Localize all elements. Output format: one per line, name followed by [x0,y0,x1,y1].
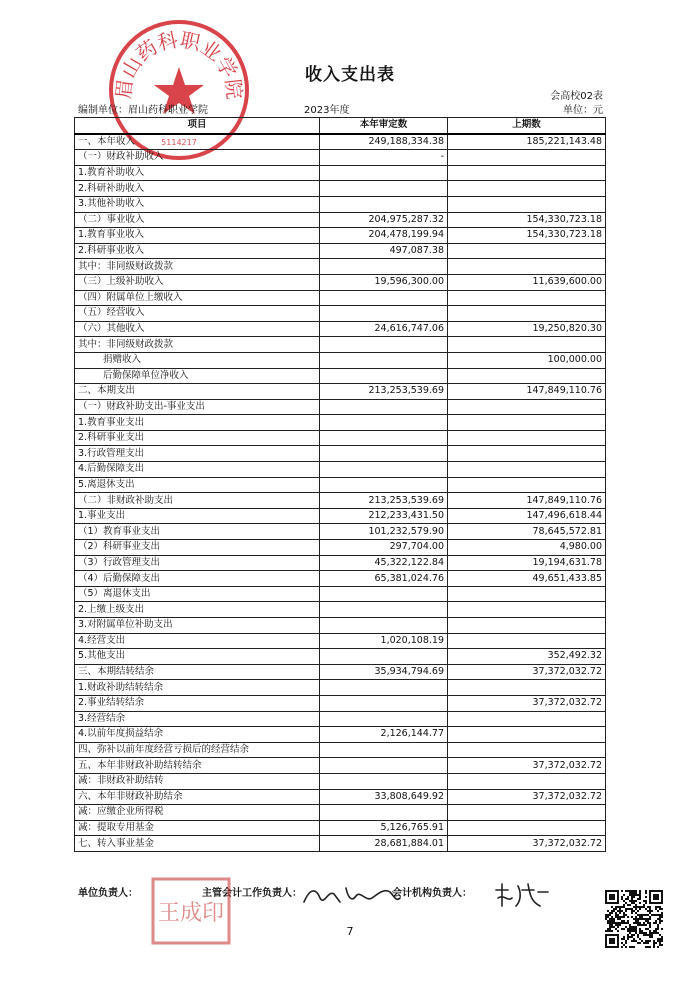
accounting-org-head-label: 会计机构负责人： [392,888,472,899]
row-current-amount [320,680,448,696]
column-header-item: 项目 [75,118,320,134]
table-row [75,399,606,415]
row-current-amount [320,181,448,197]
row-current-amount: 204,975,287.32 [320,212,448,228]
row-item-label: 其中：非同级财政拨款 [75,259,320,275]
row-prior-amount: 147,849,110.76 [448,384,606,400]
row-prior-amount [448,446,606,462]
row-item-label: 1.财政补助结转结余 [75,680,320,696]
page-title: 收入支出表 [305,65,395,85]
table-body [75,134,606,852]
page-number: 7 [346,925,354,938]
row-current-amount [320,742,448,758]
row-prior-amount: 147,496,618.44 [448,508,606,524]
row-prior-amount: 4,980.00 [448,540,606,556]
row-prior-amount [448,586,606,602]
row-prior-amount: 37,372,032.72 [448,836,606,852]
row-current-amount: 101,232,579.90 [320,524,448,540]
svg-text:眉山药科职业学院: 眉山药科职业学院 [111,27,247,101]
table-row [75,306,606,322]
row-current-amount: 204,478,199.94 [320,228,448,244]
row-prior-amount [448,368,606,384]
row-prior-amount: 78,645,572.81 [448,524,606,540]
qr-code [605,890,663,948]
row-prior-amount: 185,221,143.48 [448,134,606,150]
table-row [75,368,606,384]
row-current-amount [320,430,448,446]
form-code: 会高校02表 [550,91,603,102]
table-row [75,742,606,758]
table-row [75,384,606,400]
table-row [75,820,606,836]
row-current-amount [320,649,448,665]
row-item-label: 3.其他补助收入 [75,196,320,212]
row-item-label: （一）财政补助支出-事业支出 [75,399,320,415]
row-current-amount [320,446,448,462]
row-current-amount: 35,934,794.69 [320,664,448,680]
table-row [75,618,606,634]
row-prior-amount [448,820,606,836]
table-row [75,352,606,368]
table-row [75,695,606,711]
table-row [75,711,606,727]
row-item-label: 五、本年非财政补助结转结余 [75,758,320,774]
income-expense-table [74,117,606,852]
table-row [75,836,606,852]
row-item-label: 4.以前年度损益结余 [75,727,320,743]
row-prior-amount [448,243,606,259]
table-row [75,540,606,556]
table-header-row [75,118,606,134]
row-current-amount [320,352,448,368]
row-prior-amount: 11,639,600.00 [448,274,606,290]
row-current-amount [320,415,448,431]
row-current-amount [320,462,448,478]
row-item-label: 捐赠收入 [75,352,320,368]
row-item-label: （一）财政补助收入 [75,150,320,166]
row-current-amount [320,618,448,634]
row-item-label: 4.后勤保障支出 [75,462,320,478]
row-item-label: 2.科研事业收入 [75,243,320,259]
row-item-label: 3.行政管理支出 [75,446,320,462]
row-item-label: （二）非财政补助支出 [75,493,320,509]
row-item-label: 3.对附属单位补助支出 [75,618,320,634]
row-prior-amount [448,618,606,634]
row-item-label: 4.经营支出 [75,633,320,649]
row-item-label: 2.科研补助收入 [75,181,320,197]
row-item-label: 3.经营结余 [75,711,320,727]
row-item-label: 其中：非同级财政拨款 [75,337,320,353]
table-row [75,493,606,509]
row-current-amount: 297,704.00 [320,540,448,556]
row-prior-amount [448,259,606,275]
row-prior-amount: 154,330,723.18 [448,228,606,244]
row-current-amount [320,306,448,322]
row-prior-amount [448,462,606,478]
svg-text:王成印: 王成印 [157,901,225,926]
row-current-amount [320,805,448,821]
row-prior-amount: 100,000.00 [448,352,606,368]
table-row [75,758,606,774]
row-item-label: 1.事业支出 [75,508,320,524]
row-item-label: 2.上缴上级支出 [75,602,320,618]
row-current-amount [320,477,448,493]
row-prior-amount [448,711,606,727]
report-year: 2023年度 [304,105,350,116]
table-row [75,789,606,805]
row-current-amount: 213,253,539.69 [320,493,448,509]
preparing-unit: 编制单位：眉山药科职业学院 [78,105,208,116]
row-current-amount [320,773,448,789]
row-item-label: 减：提取专用基金 [75,820,320,836]
row-item-label: （3）行政管理支出 [75,555,320,571]
row-prior-amount: 352,492.32 [448,649,606,665]
table-row [75,430,606,446]
row-current-amount [320,337,448,353]
row-prior-amount [448,290,606,306]
row-prior-amount [448,602,606,618]
row-current-amount [320,711,448,727]
row-item-label: 5.其他支出 [75,649,320,665]
table-row [75,462,606,478]
row-item-label: （4）后勤保障支出 [75,571,320,587]
row-prior-amount: 154,330,723.18 [448,212,606,228]
row-current-amount: 213,253,539.69 [320,384,448,400]
row-item-label: 七、转入事业基金 [75,836,320,852]
row-prior-amount [448,805,606,821]
row-prior-amount [448,181,606,197]
table-row [75,477,606,493]
row-current-amount: 497,087.38 [320,243,448,259]
table-row [75,415,606,431]
row-current-amount: 5,126,765.91 [320,820,448,836]
table-row [75,633,606,649]
row-item-label: （四）附属单位上缴收入 [75,290,320,306]
table-row [75,134,606,150]
row-current-amount [320,586,448,602]
row-prior-amount [448,477,606,493]
row-prior-amount: 19,194,631.78 [448,555,606,571]
row-current-amount: 45,322,122.84 [320,555,448,571]
column-header-prior: 上期数 [448,118,606,134]
table-row [75,243,606,259]
svg-text:5114217: 5114217 [161,138,197,147]
row-prior-amount [448,680,606,696]
table-row [75,555,606,571]
row-prior-amount: 49,651,433.85 [448,571,606,587]
row-current-amount: 19,596,300.00 [320,274,448,290]
row-item-label: 2.事业结转结余 [75,695,320,711]
table-row [75,571,606,587]
row-item-label: 1.教育事业收入 [75,228,320,244]
row-current-amount [320,758,448,774]
row-item-label: （三）上级补助收入 [75,274,320,290]
row-current-amount: 65,381,024.76 [320,571,448,587]
row-current-amount [320,196,448,212]
row-item-label: （1）教育事业支出 [75,524,320,540]
accounting-head-label: 主管会计工作负责人： [202,888,302,899]
table-row [75,586,606,602]
table-row [75,212,606,228]
row-current-amount: 24,616,747.06 [320,321,448,337]
row-item-label: 2.科研事业支出 [75,430,320,446]
row-current-amount: 33,808,649.92 [320,789,448,805]
table-row [75,290,606,306]
table-row [75,773,606,789]
row-item-label: （二）事业收入 [75,212,320,228]
table-row [75,680,606,696]
row-prior-amount [448,337,606,353]
table-row [75,196,606,212]
signature-accounting-org-head [492,880,552,910]
row-current-amount [320,259,448,275]
row-prior-amount [448,399,606,415]
table-row [75,805,606,821]
row-item-label: 减：非财政补助结转 [75,773,320,789]
row-item-label: 减：应缴企业所得税 [75,805,320,821]
table-row [75,165,606,181]
table-row [75,259,606,275]
row-item-label: 三、本期结转结余 [75,664,320,680]
table-row [75,446,606,462]
table-row [75,649,606,665]
row-current-amount [320,399,448,415]
row-prior-amount: 37,372,032.72 [448,695,606,711]
row-item-label: 一、本年收入 [75,134,320,150]
row-item-label: （五）经营收入 [75,306,320,322]
row-current-amount [320,290,448,306]
row-prior-amount: 37,372,032.72 [448,664,606,680]
row-current-amount [320,602,448,618]
row-prior-amount: 37,372,032.72 [448,758,606,774]
unit-head-label: 单位负责人： [78,888,138,899]
row-prior-amount [448,415,606,431]
row-prior-amount: 19,250,820.30 [448,321,606,337]
row-item-label: 1.教育补助收入 [75,165,320,181]
table-row [75,228,606,244]
row-current-amount [320,368,448,384]
row-current-amount: 249,188,334.38 [320,134,448,150]
row-prior-amount [448,165,606,181]
table-row [75,181,606,197]
row-prior-amount [448,633,606,649]
row-prior-amount: 147,849,110.76 [448,493,606,509]
row-prior-amount [448,727,606,743]
table-row [75,727,606,743]
row-item-label: 四、弥补以前年度经营亏损后的经营结余 [75,742,320,758]
row-prior-amount [448,742,606,758]
row-current-amount: 28,681,884.01 [320,836,448,852]
table-row [75,508,606,524]
table-row [75,274,606,290]
row-current-amount [320,165,448,181]
column-header-current: 本年审定数 [320,118,448,134]
row-item-label: 5.离退休支出 [75,477,320,493]
table-row [75,150,606,166]
row-item-label: 二、本期支出 [75,384,320,400]
row-item-label: （5）离退休支出 [75,586,320,602]
row-prior-amount [448,150,606,166]
row-current-amount: 212,233,431.50 [320,508,448,524]
row-item-label: 后勤保障单位净收入 [75,368,320,384]
row-item-label: 六、本年非财政补助结余 [75,789,320,805]
row-item-label: 1.教育事业支出 [75,415,320,431]
row-prior-amount: 37,372,032.72 [448,789,606,805]
row-prior-amount [448,773,606,789]
row-current-amount: 2,126,144.77 [320,727,448,743]
table-row [75,337,606,353]
row-prior-amount [448,196,606,212]
meta-row [78,101,603,115]
row-prior-amount [448,306,606,322]
row-current-amount [320,695,448,711]
row-current-amount: - [320,150,448,166]
row-prior-amount [448,430,606,446]
table-row [75,664,606,680]
currency-unit: 单位：元 [563,105,603,116]
table-row [75,524,606,540]
signature-accounting-head [300,880,405,910]
row-item-label: （2）科研事业支出 [75,540,320,556]
table-row [75,321,606,337]
row-current-amount: 1,020,108.19 [320,633,448,649]
row-item-label: （六）其他收入 [75,321,320,337]
table-row [75,602,606,618]
